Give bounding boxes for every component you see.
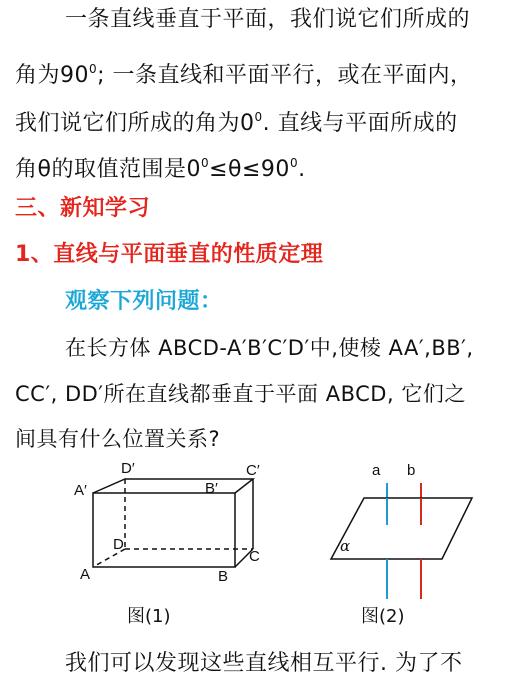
- para2-line2: CC′, DD′所在直线都垂直于平面 ABCD, 它们之: [15, 382, 466, 406]
- para1-line3-part2: . 直线与平面所成的: [262, 111, 458, 136]
- figures-svg: [0, 455, 527, 645]
- label-D: D: [113, 536, 124, 553]
- subsection-heading: 1、直线与平面垂直的性质定理: [15, 242, 324, 267]
- label-C: C: [249, 548, 260, 565]
- figure1-caption: 图(1): [127, 606, 171, 627]
- box-top-edges: [93, 479, 253, 493]
- section-heading: 三、新知学习: [15, 196, 151, 221]
- para1-line4-part2: ≤θ≤90: [209, 157, 290, 182]
- para1-line4-part1: 角θ的取值范围是0: [15, 157, 201, 182]
- para1-line2-part2: ; 一条直线和平面平行，或在平面内，: [97, 63, 473, 88]
- prompt-heading: 观察下列问题：: [65, 289, 223, 314]
- para1-line2: [15, 54, 473, 91]
- para1-line1: 一条直线垂直于平面，我们说它们所成的: [65, 7, 471, 32]
- label-B-prime: B′: [205, 480, 218, 497]
- degree-superscript: 0: [289, 156, 299, 170]
- degree-superscript: 0: [254, 110, 263, 124]
- label-A-prime: A′: [74, 482, 87, 499]
- para2-line3: 间具有什么位置关系?: [15, 427, 221, 451]
- figure2-diagram: [331, 462, 472, 599]
- para1-line4: [15, 148, 306, 185]
- plane-alpha: [331, 498, 472, 559]
- para1-line4-part3: .: [298, 157, 306, 182]
- label-D-prime: D′: [121, 460, 135, 477]
- figure2-caption: 图(2): [361, 606, 405, 627]
- label-b: b: [407, 462, 416, 479]
- label-alpha: α: [340, 537, 351, 555]
- label-C-prime: C′: [246, 462, 260, 479]
- figure1-box: [93, 479, 253, 567]
- box-front-face: [93, 493, 235, 567]
- para1-line3: [15, 102, 458, 139]
- label-A: A: [80, 566, 91, 583]
- para2-line1: 在长方体 ABCD-A′B′C′D′中,使棱 AA′,BB′,: [65, 336, 474, 360]
- label-B: B: [218, 568, 229, 585]
- degree-superscript: 0: [200, 156, 210, 170]
- label-a: a: [372, 462, 381, 479]
- para3-line1: 我们可以发现这些直线相互平行. 为了不: [65, 651, 463, 676]
- degree-superscript: 0: [89, 62, 98, 76]
- para1-line3-part1: 我们说它们所成的角为0: [15, 111, 255, 136]
- para1-line2-part1: 角为90: [15, 63, 89, 88]
